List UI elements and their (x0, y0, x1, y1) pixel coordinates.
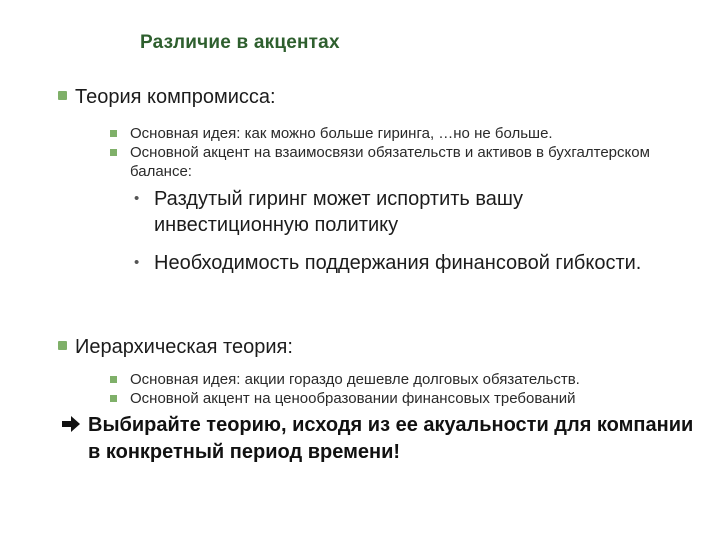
point-item (110, 143, 690, 181)
dot-bullet-icon: • (134, 190, 140, 207)
subpoint-text: Раздутый гиринг может испортить вашу инвестиционную политику (154, 188, 523, 236)
square-bullet-icon (110, 130, 117, 137)
subpoint-item (134, 250, 654, 276)
section-heading-label: Теория компромисса: (75, 86, 276, 108)
section-heading-hierarchy (58, 336, 293, 359)
slide-title: Различие в акцентах (140, 32, 340, 53)
square-bullet-icon (110, 149, 117, 156)
green-bullet-icon (58, 341, 67, 350)
green-bullet-icon (58, 91, 67, 100)
conclusion-text: Выбирайте теорию, исходя из ее акуальности для компании в конкретный период времени! (88, 414, 694, 463)
point-text: Основная идея: акции гораздо дешевле долговых обязательств. (130, 371, 580, 388)
dot-bullet-icon: • (134, 254, 140, 271)
point-text: Основная идея: как можно больше гиринга, …но не больше. (130, 125, 553, 142)
conclusion (60, 412, 700, 466)
square-bullet-icon (110, 395, 117, 402)
point-text: Основной акцент на взаимосвязи обязательств и активов в бухгалтерском балансе: (130, 144, 650, 180)
subpoint-text: Необходимость поддержания финансовой гибкости. (154, 252, 642, 274)
square-bullet-icon (110, 376, 117, 383)
right-arrow-icon (60, 413, 82, 435)
point-text: Основной акцент на ценообразовании финансовых требований (130, 390, 576, 407)
subpoint-item (134, 186, 654, 238)
point-item (110, 124, 690, 143)
section-heading-label: Иерархическая теория: (75, 336, 293, 358)
section-heading-compromise (58, 86, 276, 109)
point-item (110, 370, 690, 389)
point-item (110, 389, 690, 408)
